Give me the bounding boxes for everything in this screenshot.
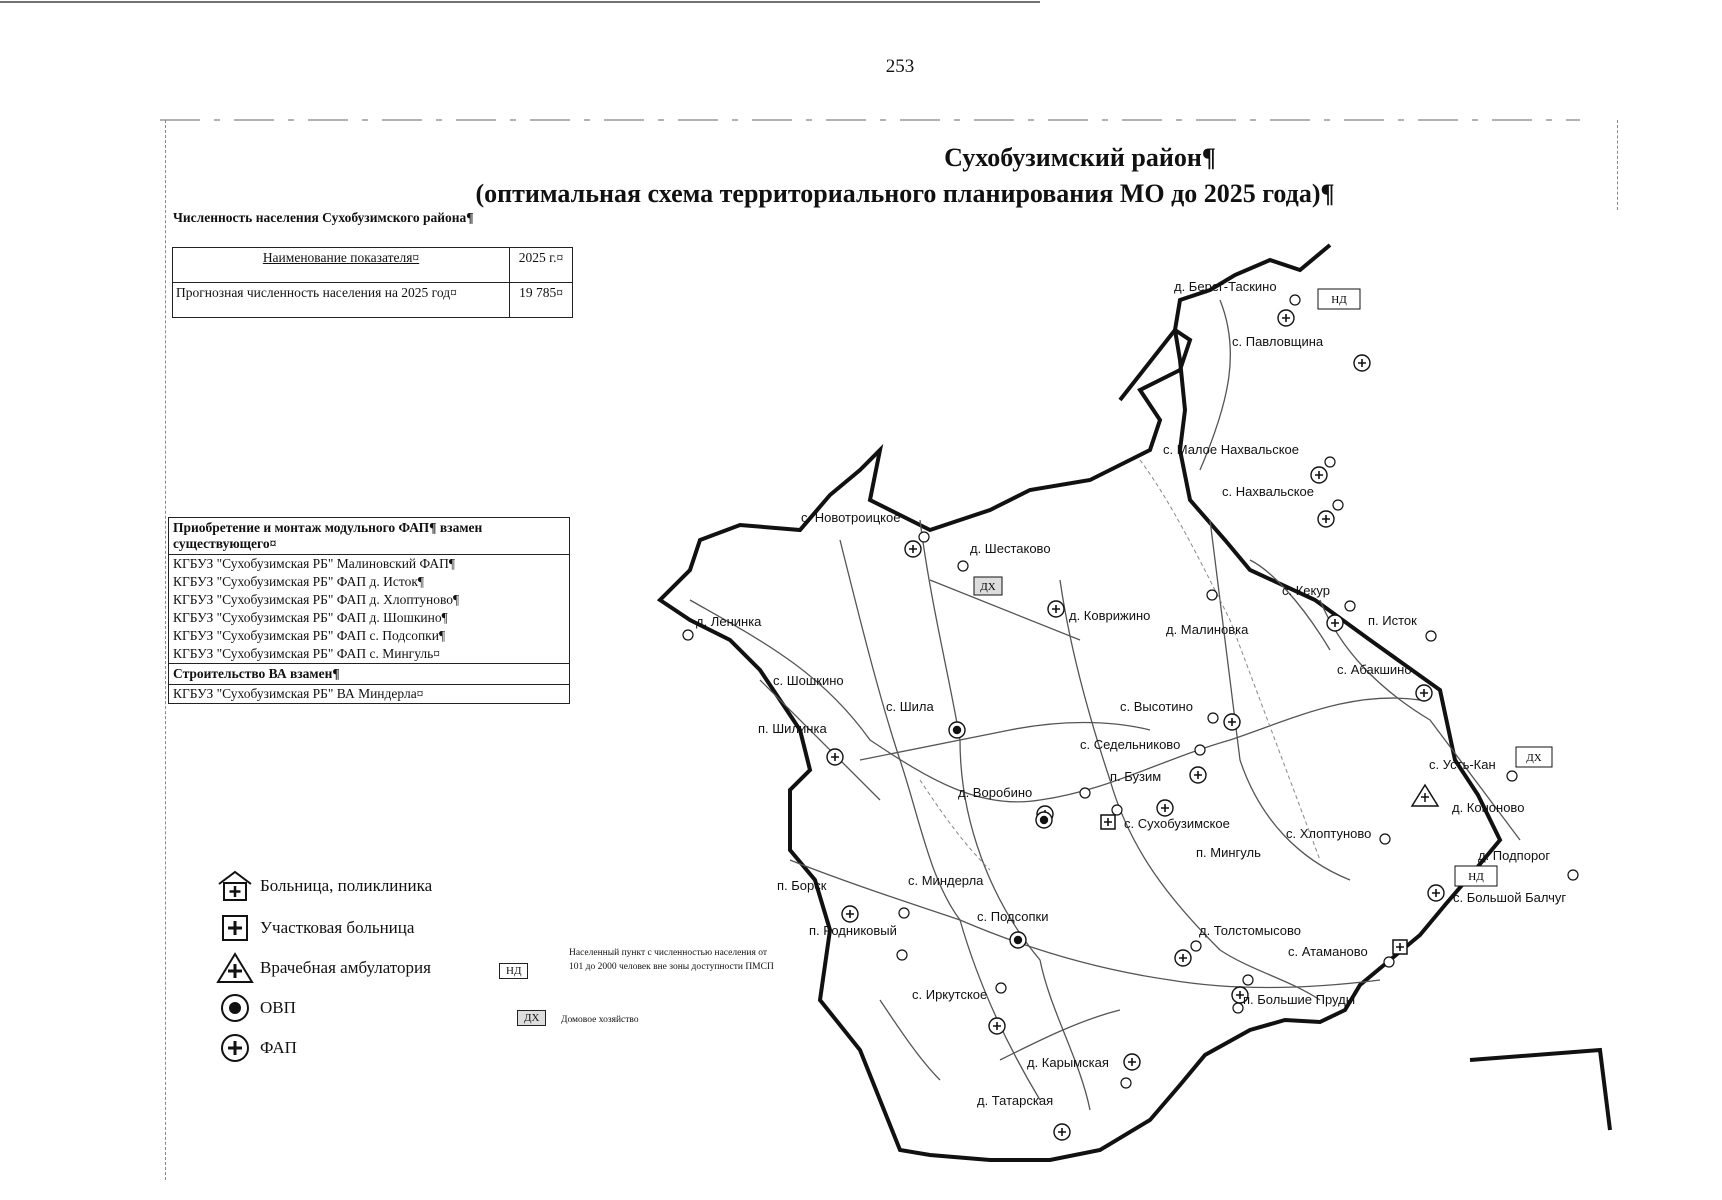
measures-section-title: Строительство ВА взамен¶ xyxy=(173,666,340,681)
settlement-dots xyxy=(683,295,1578,1088)
legend-item xyxy=(216,912,414,944)
place-label: с. Новотроицкое xyxy=(801,510,901,525)
list-item: КГБУЗ "Сухобузимская РБ" ФАП с. Мингуль¤ xyxy=(173,646,441,661)
list-item: КГБУЗ "Сухобузимская РБ" ФАП с. Подсопки¶ xyxy=(173,628,446,643)
legend-item xyxy=(216,1032,297,1064)
list-item: КГБУЗ "Сухобузимская РБ" ФАП д. Хлоптуново¶ xyxy=(173,592,460,607)
ovp-icon xyxy=(216,992,254,1024)
measures-section-title: Приобретение и монтаж модульного ФАП¶ взамен существующего¤ xyxy=(173,520,483,551)
ambulatory-icon xyxy=(216,952,254,984)
list-item: КГБУЗ "Сухобузимская РБ" ФАП д. Исток¶ xyxy=(173,574,424,589)
nd-box-label: НД xyxy=(1331,294,1347,306)
list-item: КГБУЗ "Сухобузимская РБ" ФАП д. Шошкино¶ xyxy=(173,610,448,625)
place-labels xyxy=(696,279,1566,1108)
table-cell: Прогнозная численность населения на 2025 год¤ xyxy=(173,283,510,318)
place-label: д. Кононово xyxy=(1452,800,1525,815)
dx-legend-box: ДХ xyxy=(517,1010,546,1026)
place-label: п. Борск xyxy=(777,878,827,893)
legend-label: Больница, поликлиника xyxy=(260,876,433,895)
district-hospital-icon xyxy=(216,912,254,944)
legend-item xyxy=(216,952,431,984)
place-label: с. Павловщина xyxy=(1232,334,1324,349)
place-label: с. Абакшино xyxy=(1337,662,1412,677)
place-label: с. Хлоптуново xyxy=(1286,826,1372,841)
place-label: п. Мингуль xyxy=(1196,845,1261,860)
fap-icon xyxy=(216,1032,254,1064)
legend-label: Участковая больница xyxy=(260,918,415,937)
place-label: с. Иркутское xyxy=(912,987,988,1002)
frame-right xyxy=(1617,120,1619,210)
place-label: д. Коврижино xyxy=(1069,608,1151,623)
roads xyxy=(690,300,1520,1110)
place-label: д. Воробино xyxy=(958,785,1033,800)
page-number: 253 xyxy=(885,56,915,77)
hospital-icon xyxy=(216,870,254,902)
legend-item xyxy=(216,870,432,902)
table-header-cell: Наименование показателя¤ xyxy=(173,248,510,283)
place-label: п. Большие Пруды xyxy=(1243,992,1356,1007)
place-label: с. Нахвальское xyxy=(1222,484,1314,499)
place-label: д. Ленинка xyxy=(696,614,762,629)
dx-box-label: ДХ xyxy=(1526,752,1542,764)
place-label: п. Бузим xyxy=(1110,769,1162,784)
legend-item xyxy=(216,992,296,1024)
map-title: Сухобузимский район¶ xyxy=(944,143,1216,172)
place-label: с. Малое Нахвальское xyxy=(1163,442,1299,457)
place-label: с. Шила xyxy=(886,699,934,714)
dx-box-label: ДХ xyxy=(980,581,996,593)
place-label: п. Шилинка xyxy=(758,721,827,736)
map-subtitle: (оптимальная схема территориального планирования МО до 2025 года)¶ xyxy=(475,179,1335,208)
nd-legend-box: НД xyxy=(499,963,528,979)
list-item: КГБУЗ "Сухобузимская РБ" Малиновский ФАП¶ xyxy=(173,556,455,571)
nd-legend-note: Населенный пункт с численностью населения от 101 до 2000 человек вне зоны доступности ПМСП xyxy=(569,948,774,972)
place-label: с. Усть-Кан xyxy=(1429,757,1496,772)
place-label: д. Подпорог xyxy=(1478,848,1551,863)
place-label: с. Шошкино xyxy=(773,673,844,688)
place-label: д. Карымская xyxy=(1027,1055,1109,1070)
dx-legend-note: Домовое хозяйство xyxy=(561,1015,639,1025)
legend-label: ОВП xyxy=(260,998,296,1017)
frame-left xyxy=(165,120,167,1180)
place-label: с. Сухобузимское xyxy=(1124,816,1230,831)
list-item: КГБУЗ "Сухобузимская РБ" ВА Миндерла¤ xyxy=(173,686,424,701)
place-label: д. Татарская xyxy=(977,1093,1054,1108)
place-label: с. Большой Балчуг xyxy=(1453,890,1567,905)
legend-label: Врачебная амбулатория xyxy=(260,958,431,977)
table-cell: 19 785¤ xyxy=(510,283,573,318)
place-label: с. Атаманово xyxy=(1288,944,1368,959)
place-label: д. Берег-Таскино xyxy=(1174,279,1277,294)
place-label: д. Толстомысово xyxy=(1199,923,1301,938)
place-label: с. Миндерла xyxy=(908,873,984,888)
population-caption: Численность населения Сухобузимского района¶ xyxy=(173,210,474,225)
place-label: с. Седельниково xyxy=(1080,737,1181,752)
place-label: с. Подсопки xyxy=(977,909,1049,924)
legend-label: ФАП xyxy=(260,1038,297,1057)
place-label: п. Исток xyxy=(1368,613,1417,628)
fap-markers xyxy=(827,310,1444,1140)
place-label: с. Высотино xyxy=(1120,699,1193,714)
nd-box-label: НД xyxy=(1468,871,1484,883)
place-label: д. Шестаково xyxy=(970,541,1051,556)
table-header-cell: 2025 г.¤ xyxy=(510,248,573,283)
place-label: п. Родниковый xyxy=(809,923,897,938)
place-label: с. Кекур xyxy=(1282,583,1330,598)
fap-crosses xyxy=(831,314,1440,1136)
place-label: д. Малиновка xyxy=(1166,622,1249,637)
